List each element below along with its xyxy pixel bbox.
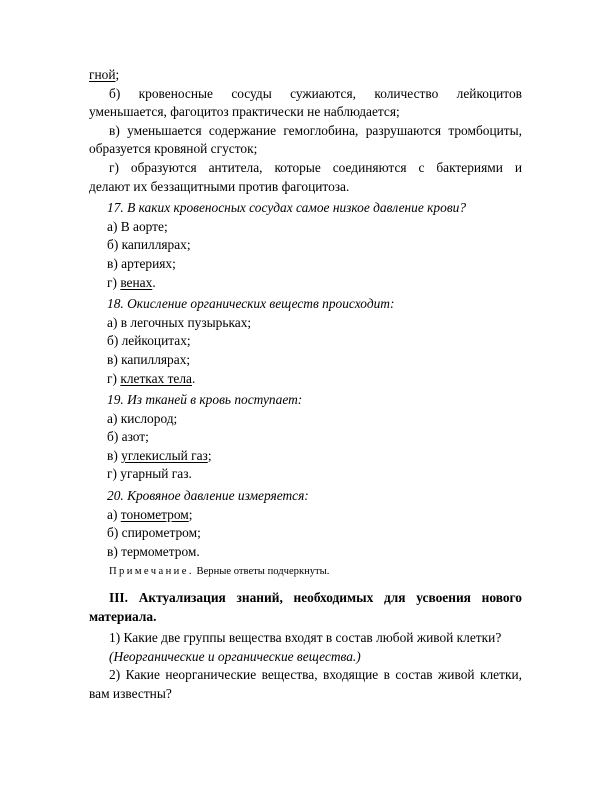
note-label: Примечание. [109,566,194,578]
answer-option: а) в легочных пузырьках; [107,314,252,330]
option-g-line1: г) образуются антитела, которые соединяются с бактериями и [109,159,522,175]
answer-1: (Неорганические и органические вещества.) [109,648,361,664]
answer-option [89,447,522,466]
question-20-title: 20. Кровяное давление измеряется: [107,488,309,504]
option-prefix: а) [107,506,121,522]
answer-option: б) капиллярах; [107,237,191,253]
underlined-answer: гной [89,67,116,82]
document-page [89,66,522,704]
punctuation: ; [188,506,193,522]
note-text: Верные ответы подчеркнуты. [193,566,330,578]
option-prefix: г) [107,370,121,386]
question-19-title: 19. Из тканей в кровь поступает: [107,392,303,408]
answer-option: б) спирометром; [107,525,201,541]
question-18-title: 18. Окисление органических веществ происходит: [107,296,395,312]
question-2-line1: 2) Какие неорганические вещества, входящие в состав живой клетки, [109,667,522,683]
answer-option: б) лейкоцитах; [107,333,191,349]
correct-answer: клетках тела [120,370,193,386]
question-2-line2: вам известны? [89,686,172,701]
answer-option: б) азот; [107,429,149,445]
note [89,563,522,582]
option-v-line1: в) уменьшается содержание гемоглобина, разрушаются тромбоциты, [109,122,522,138]
section-heading-line1: III. Актуализация знаний, необходимых для усвоения нового [109,590,522,606]
correct-answer: венах [120,274,153,290]
option-b-line1: б) кровеносные сосуды сужиаются, количество лейкоцитов [109,85,522,101]
answer-option: в) термометром. [107,543,200,559]
punctuation: . [192,370,196,386]
punctuation: ; [207,447,212,463]
punctuation: . [152,274,156,290]
punctuation: ; [115,67,120,82]
question-17-title: 17. В каких кровеносных сосудах самое низкое давление крови? [107,200,467,216]
option-prefix: в) [107,447,122,463]
answer-option: в) капиллярах; [107,351,191,367]
question-1: 1) Какие две группы вещества входят в состав любой живой клетки? [109,630,502,646]
answer-option [89,370,522,389]
answer-option: а) В аорте; [107,218,168,234]
answer-option: а) кислород; [107,410,178,426]
answer-option [89,506,522,525]
correct-answer: углекислый газ [121,447,208,463]
answer-option: г) угарный газ. [107,466,192,482]
correct-answer: тонометром [120,506,189,522]
option-prefix: г) [107,274,121,290]
answer-option: в) артериях; [107,255,176,271]
answer-option [89,274,522,293]
section-heading-line2: материала. [89,608,157,624]
option-b-line2: уменьшается, фагоцитоз практически не наблюдается; [89,104,400,120]
option-v-line2: образуется кровяной сгусток; [89,141,258,157]
text-line [89,66,522,85]
option-g-line2: делают их беззащитными против фагоцитоза. [89,178,350,194]
